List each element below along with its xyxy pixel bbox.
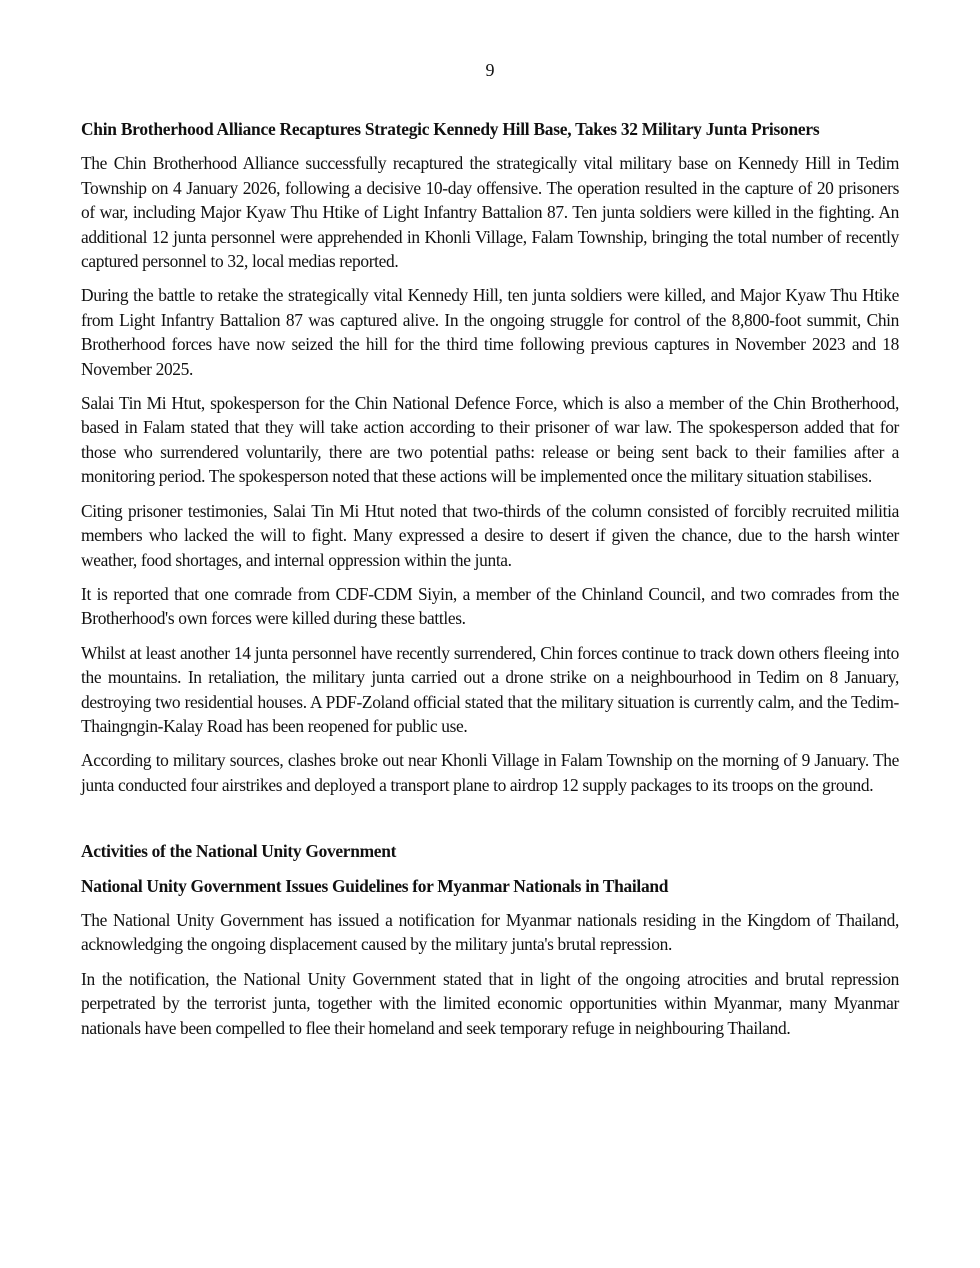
- article-paragraph: Citing prisoner testimonies, Salai Tin Mi Htut noted that two-thirds of the column consisted of forcibly recruited militia members who lacked the will to fight. Many expressed a desire to desert if given the chance, due to the harsh winter weather, food shortages, and internal oppression within the junta.: [81, 500, 899, 570]
- article-title: National Unity Government Issues Guidelines for Myanmar Nationals in Thailand: [81, 875, 669, 896]
- page-number: 9: [485, 60, 495, 80]
- section-title: Activities of the National Unity Government: [81, 841, 397, 862]
- article-paragraph: Whilst at least another 14 junta personnel have recently surrendered, Chin forces continue to track down others fleeing into the mountains. In retaliation, the military junta carried out a drone strike on a neighbourhood in Tedim on 8 January, destroying two residential houses. A PDF-Zoland official stated that the military situation is currently calm, and the Tedim-Thaingngin-Kalay Road has been reopened for public use.: [81, 642, 899, 736]
- article-paragraph: It is reported that one comrade from CDF-CDM Siyin, a member of the Chinland Council, and two comrades from the Brotherhood's own forces were killed during these battles.: [81, 583, 899, 629]
- article-paragraph: The National Unity Government has issued a notification for Myanmar nationals residing in the Kingdom of Thailand, acknowledging the ongoing displacement caused by the military junta's brutal repression.: [81, 909, 899, 955]
- article-paragraph: In the notification, the National Unity Government stated that in light of the ongoing atrocities and brutal repression perpetrated by the terrorist junta, together with the limited economic opportunities within Myanmar, many Myanmar nationals have been compelled to flee their homeland and seek temporary refuge in neighbouring Thailand.: [81, 968, 899, 1038]
- article-paragraph: Salai Tin Mi Htut, spokesperson for the Chin National Defence Force, which is also a member of the Chin Brotherhood, based in Falam stated that they will take action according to their prisoner of war law. The spokesperson added that for those who surrendered voluntarily, there are two potential paths: release or being sent back to their families after a monitoring period. The spokesperson noted that these actions will be implemented once the military situation stabilises.: [81, 393, 899, 487]
- article-paragraph: The Chin Brotherhood Alliance successfully recaptured the strategically vital military base on Kennedy Hill in Tedim Township on 4 January 2026, following a decisive 10-day offensive. The operation resulted in the capture of 20 prisoners of war, including Major Kyaw Thu Htike of Light Infantry Battalion 87. Ten junta soldiers were killed in the fighting. An additional 12 junta personnel were apprehended in Khonli Village, Falam Township, bringing the total number of recently captured personnel to 32, local medias reported.: [81, 153, 899, 272]
- article-title: Chin Brotherhood Alliance Recaptures Strategic Kennedy Hill Base, Takes 32 Military Junta Prisoners: [81, 119, 820, 139]
- article-paragraph: During the battle to retake the strategically vital Kennedy Hill, ten junta soldiers were killed, and Major Kyaw Thu Htike from Light Infantry Battalion 87 was captured alive. In the ongoing struggle for control of the 8,800-foot summit, Chin Brotherhood forces have now seized the hill for the third time following previous captures in November 2023 and 18 November 2025.: [81, 285, 899, 379]
- document-body: [81, 117, 899, 1050]
- article-paragraph: According to military sources, clashes broke out near Khonli Village in Falam Township on the morning of 9 January. The junta conducted four airstrikes and deployed a transport plane to airdrop 12 supply packages to its troops on the ground.: [81, 750, 899, 795]
- section-spacer: [81, 807, 899, 839]
